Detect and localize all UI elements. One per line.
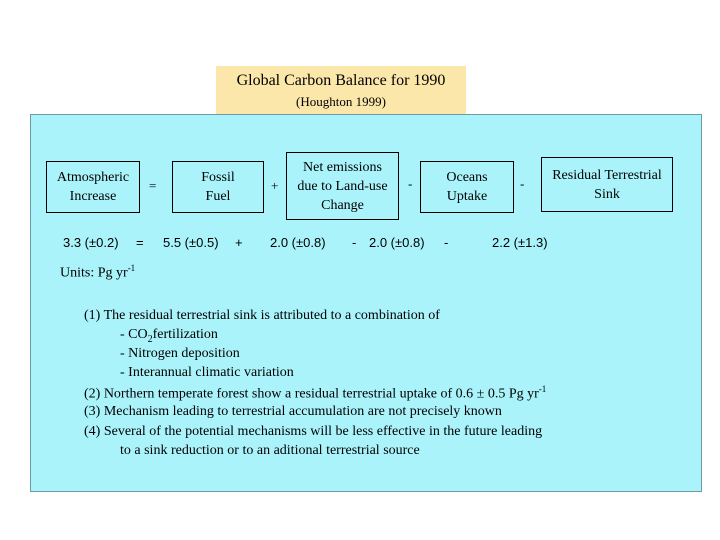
fossil-fuel-value: 5.5 (±0.5): [163, 235, 219, 250]
atmospheric-increase-label: Atmospheric Increase: [56, 170, 130, 204]
fossil-fuel-label: Fossil Fuel: [201, 170, 235, 204]
land-use-value: 2.0 (±0.8): [270, 235, 326, 250]
oceans-uptake-label: Oceans Uptake: [446, 170, 488, 204]
diagram-subtitle: (Houghton 1999): [296, 94, 386, 109]
minus-operator-2: -: [520, 176, 525, 191]
plus-operator: +: [271, 178, 279, 193]
note-2: [84, 384, 546, 403]
note-2-exponent: -1: [538, 384, 547, 394]
net-emissions-box: [286, 152, 399, 220]
note-1a-suffix: fertilization: [152, 327, 218, 342]
oceans-uptake-box: [420, 161, 514, 213]
residual-sink-value: 2.2 (±1.3): [492, 235, 548, 250]
note-4-continued: to a sink reduction or to an aditional terrestrial source: [120, 443, 420, 458]
note-3: (3) Mechanism leading to terrestrial accumulation are not precisely known: [84, 404, 502, 419]
residual-sink-box: [541, 157, 673, 212]
note-1b: - Nitrogen deposition: [120, 346, 240, 361]
equals-operator: =: [149, 178, 157, 193]
oceans-value: 2.0 (±0.8): [369, 235, 425, 250]
note-1a-subscript: 2: [147, 333, 153, 345]
units-label: [60, 263, 135, 282]
fossil-fuel-box: [172, 161, 264, 213]
plus-value-sign: +: [235, 235, 243, 250]
note-2-text: (2) Northern temperate forest show a residual terrestrial uptake of 0.6 ± 0.5 Pg yr: [84, 386, 539, 402]
title-box: [216, 66, 466, 116]
units-exponent: -1: [127, 263, 136, 273]
minus-value-sign-1: -: [352, 235, 357, 250]
note-1a: [120, 327, 218, 345]
diagram-title: Global Carbon Balance for 1990: [236, 72, 446, 89]
atmospheric-increase-box: [46, 161, 140, 213]
note-1a-prefix: - CO: [120, 327, 148, 342]
note-1: (1) The residual terrestrial sink is attributed to a combination of: [84, 308, 440, 323]
residual-sink-label: Residual Terrestrial Sink: [552, 167, 662, 202]
minus-value-sign-2: -: [444, 235, 449, 250]
note-1c: - Interannual climatic variation: [120, 365, 294, 380]
atmospheric-value: 3.3 (±0.2): [63, 235, 119, 250]
net-emissions-label: Net emissions due to Land-use Change: [297, 159, 388, 213]
minus-operator-1: -: [408, 176, 413, 191]
equals-value-sign: =: [136, 235, 144, 250]
note-4: (4) Several of the potential mechanisms will be less effective in the future leading: [84, 424, 543, 439]
units-text: Units: Pg yr: [60, 265, 128, 281]
